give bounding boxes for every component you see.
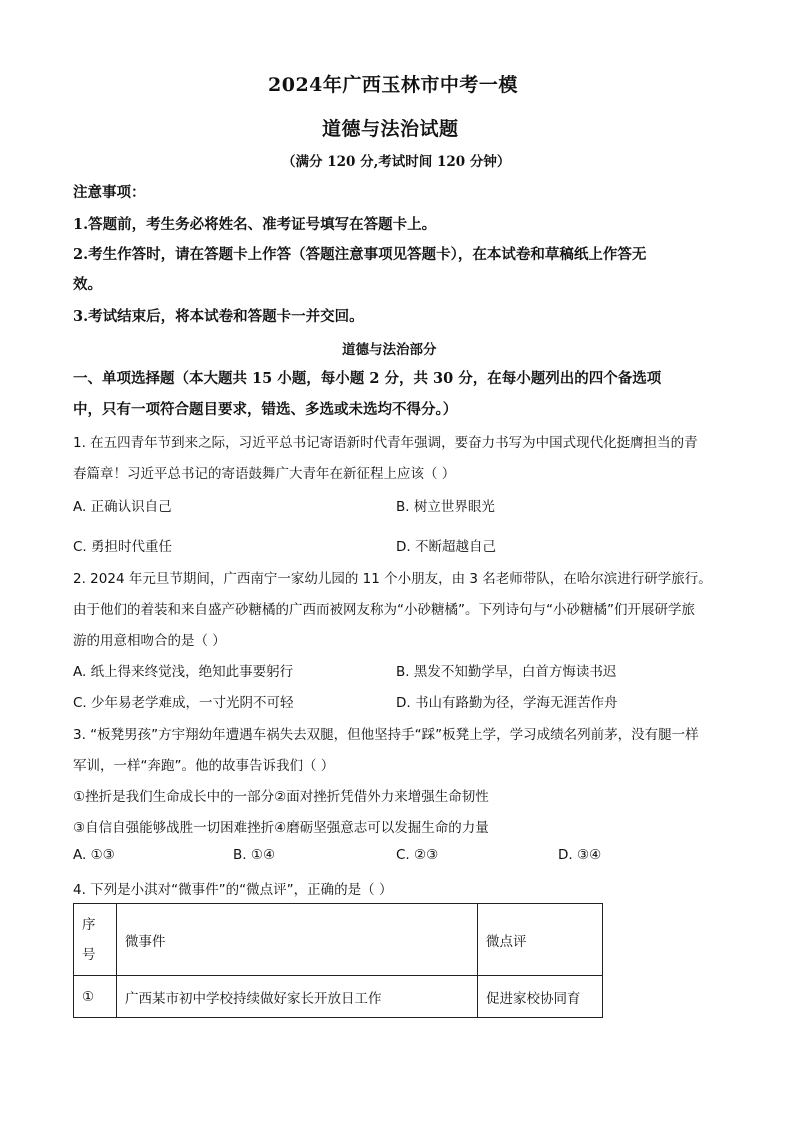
q3-stem: 3. “板凳男孩”方宇翔幼年遭遇车祸失去双腿，但他坚持手“踩”板凳上学，学习成绩名列前茅，没有腿一样 (73, 727, 699, 743)
section-intro: 一、单项选择题（本大题共 15 小题，每小题 2 分，共 30 分，在每小题列出的四个备选项 (73, 370, 662, 387)
q1-option-b: B. 树立世界眼光 (396, 499, 495, 515)
table-cell: 促进家校协同育 (478, 976, 603, 1018)
q2-stem: 2. 2024 年元旦节期间，广西南宁一家幼儿园的 11 个小朋友，由 3 名老师带队，在哈尔滨进行研学旅行。 (73, 571, 712, 587)
table-header-row (74, 904, 603, 976)
q3-option-b: B. ①④ (233, 847, 276, 863)
q2-option-c: C. 少年易老学难成，一寸光阴不可轻 (73, 695, 294, 711)
exam-meta: （满分 120 分,考试时间 120 分钟） (282, 154, 511, 170)
q1-option-d: D. 不断超越自己 (396, 539, 496, 555)
notes-heading: 注意事项： (73, 184, 146, 201)
q3-option-c: C. ②③ (396, 847, 439, 863)
section-intro-cont: 中，只有一项符合题目要求，错选、多选或未选均不得分。） (73, 401, 458, 418)
q3-statements-1: ①挫折是我们生命成长中的一部分②面对挫折凭借外力来增强生命韧性 (73, 789, 489, 805)
q2-option-b: B. 黑发不知勤学早，白首方悔读书迟 (396, 664, 617, 680)
table-row (74, 976, 603, 1018)
table-header-cell: 微事件 (117, 904, 478, 976)
q3-option-d: D. ③④ (558, 847, 602, 863)
q4-table (73, 903, 603, 1018)
note-2-cont: 效。 (73, 276, 102, 293)
q1-option-a: A. 正确认识自己 (73, 499, 172, 515)
q3-stem-cont: 军训，一样“奔跑”。他的故事告诉我们（ ） (73, 758, 335, 774)
exam-title: 2024年广西玉林市中考一模 (268, 74, 518, 96)
exam-subtitle: 道德与法治试题 (322, 118, 459, 140)
q2-option-a: A. 纸上得来终觉浅，绝知此事要躬行 (73, 664, 294, 680)
q2-option-d: D. 书山有路勤为径，学海无涯苦作舟 (396, 695, 618, 711)
q3-statements-2: ③自信自强能够战胜一切困难挫折④磨砺坚强意志可以发掘生命的力量 (73, 820, 489, 836)
table-cell: ① (74, 976, 117, 1018)
table-header-cell: 微点评 (478, 904, 603, 976)
q1-option-c: C. 勇担时代重任 (73, 539, 173, 555)
part-title: 道德与法治部分 (342, 342, 437, 358)
q1-stem: 1. 在五四青年节到来之际，习近平总书记寄语新时代青年强调，要奋力书写为中国式现代化挺膺担当的青 (73, 435, 698, 451)
q2-stem-end: 游的用意相吻合的是（ ） (73, 633, 226, 649)
note-3: 3.考试结束后，将本试卷和答题卡一并交回。 (73, 308, 364, 325)
q4-stem: 4. 下列是小淇对“微事件”的“微点评”，正确的是（ ） (73, 882, 393, 898)
table-header-cell: 序 号 (74, 904, 117, 976)
note-2: 2.考生作答时，请在答题卡上作答（答题注意事项见答题卡），在本试卷和草稿纸上作答无 (73, 246, 647, 263)
table-cell: 广西某市初中学校持续做好家长开放日工作 (117, 976, 478, 1018)
note-1: 1.答题前，考生务必将姓名、准考证号填写在答题卡上。 (73, 216, 437, 233)
q1-stem-cont: 春篇章！习近平总书记的寄语鼓舞广大青年在新征程上应该（ ） (73, 466, 456, 482)
q3-option-a: A. ①③ (73, 847, 115, 863)
q2-stem-cont: 由于他们的着装和来自盛产砂糖橘的广西而被网友称为“小砂糖橘”。下列诗句与“小砂糖橘”们开展研学旅 (73, 602, 695, 618)
